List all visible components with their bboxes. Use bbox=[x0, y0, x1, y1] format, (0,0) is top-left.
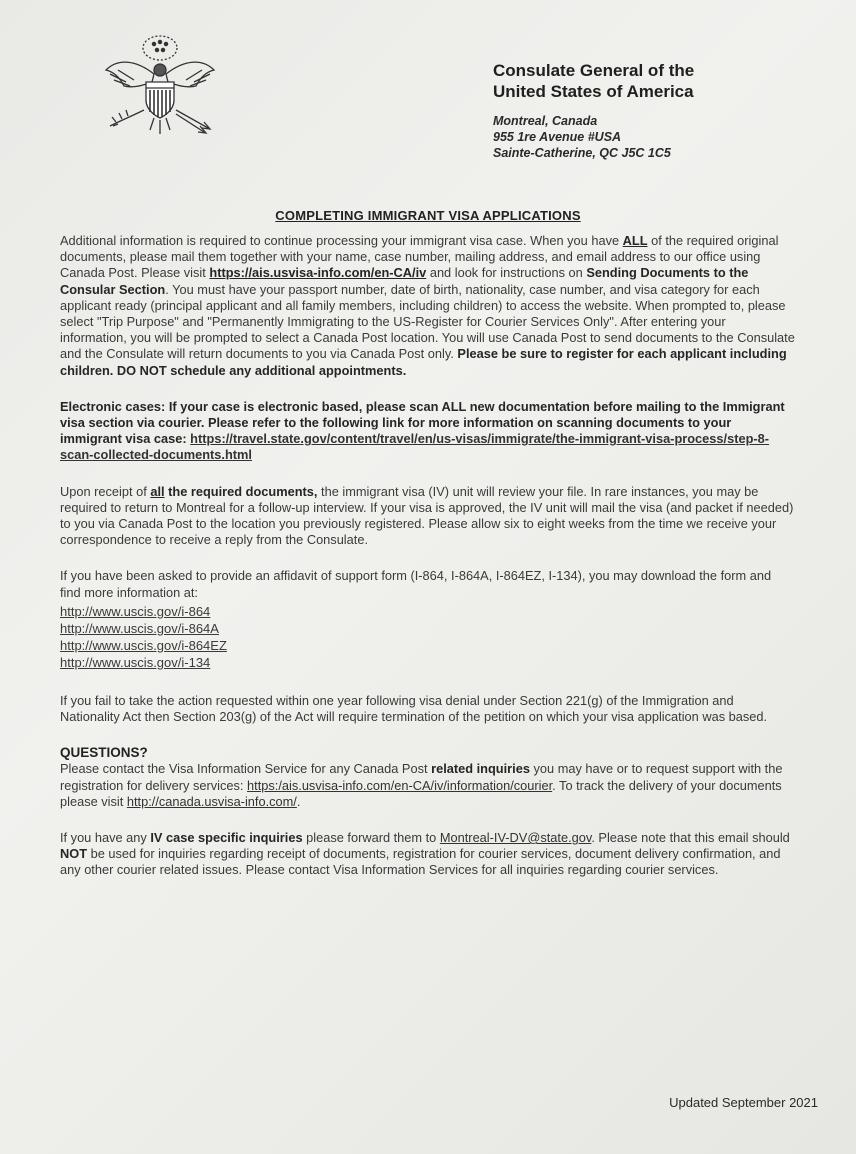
text: please forward them to bbox=[302, 830, 440, 846]
text: of the required original documents, please mail them together with your name, case number, mailing address, and email address to our office using Canada Post. Please visit bbox=[60, 233, 779, 281]
document-body bbox=[60, 233, 795, 899]
emphasis-all: ALL bbox=[622, 233, 648, 248]
address-line3: Sainte-Catherine, QC J5C 1C5 bbox=[493, 146, 671, 160]
uscis-link-i134[interactable]: http://www.uscis.gov/i-134 bbox=[60, 654, 211, 670]
address-line2: 955 1re Avenue #USA bbox=[493, 130, 622, 144]
paragraph-section-221g bbox=[60, 693, 795, 725]
emphasis-not: NOT bbox=[60, 846, 88, 862]
emphasis-related-inquiries: related inquiries bbox=[431, 761, 530, 777]
address-line1: Montreal, Canada bbox=[493, 114, 598, 128]
questions-heading: QUESTIONS? bbox=[60, 745, 148, 761]
paragraph-questions bbox=[60, 761, 795, 810]
consulate-header bbox=[493, 60, 833, 161]
text: . Please note that this email should bbox=[591, 830, 790, 846]
text: Additional information is required to continue processing your immigrant visa case. When you have bbox=[60, 233, 623, 248]
text: . To track the delivery of your documents please visit bbox=[60, 777, 782, 809]
paragraph-affidavit bbox=[60, 568, 795, 600]
ais-visa-link[interactable]: https://ais.usvisa-info.com/en-CA/iv bbox=[209, 265, 427, 281]
uscis-links bbox=[60, 603, 795, 671]
text: the immigrant visa (IV) unit will review your file. In rare instances, you may be required to return to Montreal for a follow-up interview. If your visa is approved, the IV unit will mail the visa (and packet if needed) to you via Canada Post to the location you previously registered. Please allow six to eight weeks from the time we receive your correspondence to receive a reply from the Consulate. bbox=[60, 483, 794, 548]
text: Please contact the Visa Information Service for any Canada Post bbox=[60, 761, 432, 777]
paragraph-iv-inquiries bbox=[60, 830, 795, 879]
emphasis-all-required: all bbox=[150, 483, 165, 499]
text: . You must have your passport number, date of birth, nationality, case number, and visa category for each applicant ready (principal applicant and all family members, including children) to access the website. When prompted to, please select "Trip Purpose" and "Permanently Immigrating to the US-Register for Courier Services Only". After entering your information, you will be prompted to select a Canada Post location. You will use Canada Post to send documents to the Consulate and the Consulate will return documents to you via Canada Post only. bbox=[60, 281, 795, 362]
text: If you fail to take the action requested within one year following visa denial under Section 221(g) of the Immigration and Nationality Act then Section 203(g) of the Act will require termination of the petition on which your visa application was based. bbox=[60, 692, 768, 725]
text: be used for inquiries regarding receipt of documents, registration for courier services, document delivery confirmation, and any other courier related issues. Please contact Visa Information Services for all inquiries regarding courier services. bbox=[60, 846, 781, 878]
text: Upon receipt of bbox=[60, 483, 151, 499]
paragraph-electronic-cases bbox=[60, 399, 795, 464]
text: If you have any bbox=[60, 830, 151, 846]
consulate-name-line2: United States of America bbox=[493, 82, 694, 101]
document-title: COMPLETING IMMIGRANT VISA APPLICATIONS bbox=[275, 208, 581, 223]
text: . bbox=[296, 793, 301, 809]
updated-date: Updated September 2021 bbox=[669, 1095, 818, 1110]
text: If you have been asked to provide an affidavit of support form (I-864, I-864A, I-864EZ, I-134), you may download the form and find more information at: bbox=[60, 568, 772, 600]
great-seal-eagle-icon bbox=[96, 30, 224, 140]
canada-usvisa-link[interactable]: http://canada.usvisa-info.com/ bbox=[126, 793, 297, 809]
consulate-name-line1: Consulate General of the bbox=[493, 61, 695, 80]
emphasis-required-documents: the required documents, bbox=[164, 483, 318, 499]
text: and look for instructions on bbox=[426, 265, 587, 281]
text: Electronic cases: If your case is electronic based, please scan ALL new documentation before mailing to the Immigrant visa section via courier. Please refer to the following link for more information on scanning documents to your immigrant visa case: bbox=[60, 398, 785, 447]
emphasis-iv-case-inquiries: IV case specific inquiries bbox=[150, 830, 303, 846]
emphasis-sending-documents: Sending Documents to the Consular Section bbox=[60, 265, 749, 297]
paragraph-instructions bbox=[60, 233, 795, 379]
paragraph-receipt bbox=[60, 484, 795, 549]
text: you may have or to request support with the registration for delivery services: bbox=[60, 761, 783, 793]
scan-documents-link[interactable]: https://travel.state.gov/content/travel/en/us-visas/immigrate/the-immigrant-visa-process/step-8-scan-collected-documents.html bbox=[60, 431, 770, 463]
consulate-address bbox=[493, 113, 833, 161]
iv-email-link[interactable]: Montreal-IV-DV@state.gov bbox=[439, 830, 592, 846]
emphasis-register-note: Please be sure to register for each applicant including children. DO NOT schedule any additional appointments. bbox=[60, 346, 787, 378]
courier-info-link[interactable]: https:/ais.usvisa-info.com/en-CA/iv/information/courier bbox=[247, 777, 553, 793]
uscis-link-i864ez[interactable]: http://www.uscis.gov/i-864EZ bbox=[60, 637, 227, 653]
uscis-link-i864a[interactable]: http://www.uscis.gov/i-864A bbox=[60, 620, 219, 636]
uscis-link-i864[interactable]: http://www.uscis.gov/i-864 bbox=[60, 603, 211, 619]
